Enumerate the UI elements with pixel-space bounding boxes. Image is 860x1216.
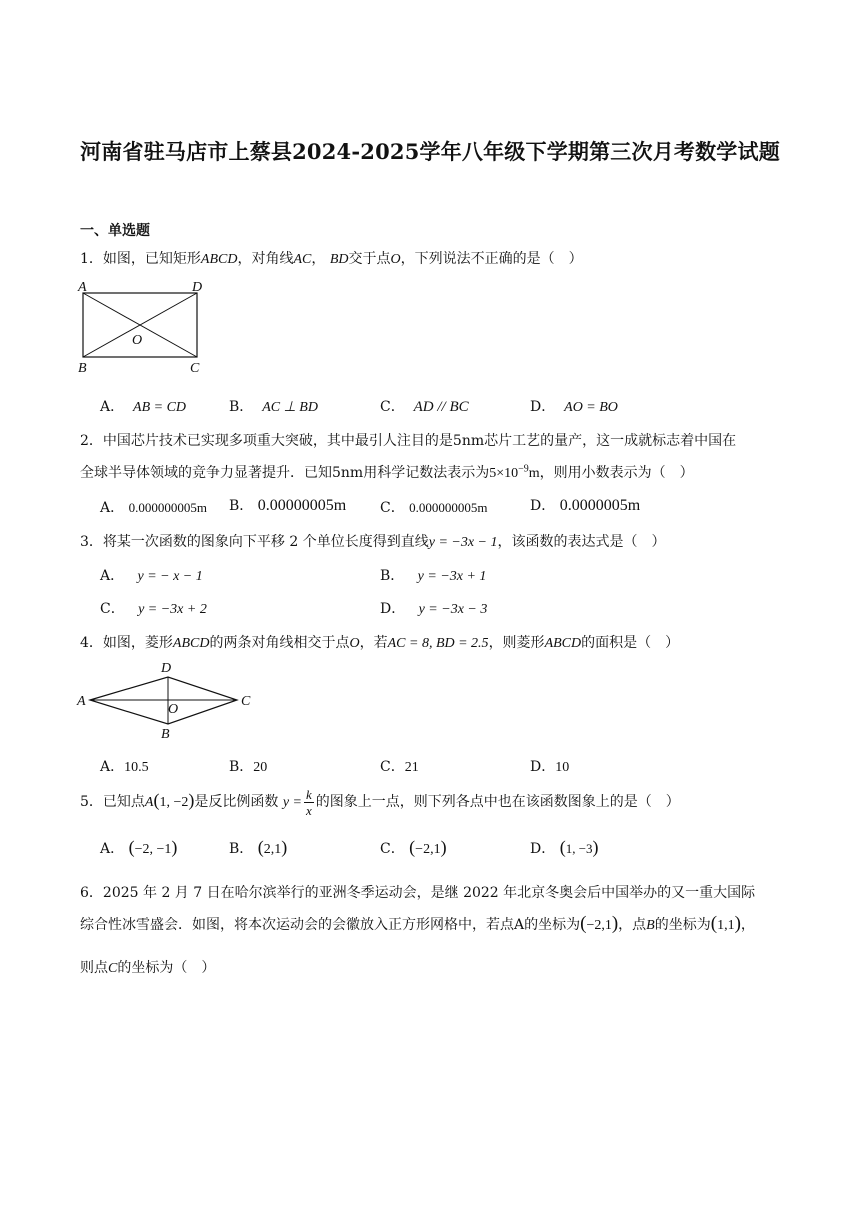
question-number: 2． [80, 433, 103, 449]
label-d: D [161, 661, 172, 676]
question-2-stem-line2: 全球半导体领域的竞争力显著提升．已知5nm用科学记数法表示为$5\times 10^{-9}m$，则用小数表示为（ ） [80, 463, 694, 481]
rhombus-figure [72, 656, 272, 742]
question-3-stem: 3．将某一次函数的图象向下平移 2 个单位长度得到直线y = −3x − 1，该函数的表达式是（ ） [80, 534, 666, 550]
q3-option-c[interactable]: C． y = −3x + 2 [100, 601, 207, 617]
question-1-stem: 1．如图，已知矩形ABCD，对角线AC， BD交于点O，下列说法不正确的是（ ） [80, 251, 583, 267]
label-o: O [132, 333, 143, 348]
label-a: A [78, 280, 87, 295]
page-title: 河南省驻马店市上蔡县2024-2025学年八年级下学期第三次月考数学试题 [80, 139, 780, 164]
q1-option-d[interactable]: D． AO = BO [530, 399, 618, 415]
fraction-k-over-x: $\frac{k}{x}$ [306, 786, 312, 818]
q3-option-b[interactable]: B． y = −3x + 1 [380, 568, 487, 584]
q1-option-a[interactable]: A． AB = CD [100, 399, 187, 415]
rectangle-figure [72, 278, 212, 378]
q5-option-c[interactable]: C． (−2,1) [380, 837, 447, 857]
q4-option-d[interactable]: D．10 [530, 759, 570, 775]
question-6-stem-line1: 6．2025 年 2 月 7 日在哈尔滨举行的亚洲冬季运动会，是继 2022 年北京冬奥会后中国举办的又一重大国际 [80, 885, 756, 901]
q2-option-b[interactable]: B． 0.00000005m [229, 497, 347, 514]
q3-option-a[interactable]: A． y = − x − 1 [100, 568, 203, 584]
q5-option-d[interactable]: D． (1, −3) [530, 837, 599, 857]
q1-option-c[interactable]: C． AD // BC [380, 399, 469, 415]
question-number: 6． [80, 885, 103, 901]
question-6-stem-line2: 综合性冰雪盛会．如图，将本次运动会的会徽放入正方形网格中，若点A的坐标为(−2,1)，点B的坐标为(1,1)， [80, 913, 755, 934]
q5-option-a[interactable]: A． (−2, −1) [100, 837, 178, 857]
q3-option-d[interactable]: D． y = −3x − 3 [380, 601, 488, 617]
question-2-stem-line1: 2．中国芯片技术已实现多项重大突破，其中最引人注目的是5nm芯片工艺的量产，这一成就标志着中国在 [80, 433, 737, 449]
label-d: D [192, 280, 203, 295]
label-o: O [168, 702, 179, 717]
label-b: B [78, 361, 87, 376]
label-b: B [161, 727, 170, 742]
q2-option-d[interactable]: D． 0.0000005m [530, 497, 641, 514]
question-number: 1． [80, 251, 103, 267]
question-5-stem: 5．已知点A(1, −2)是反比例函数 y = $\frac{k}{x}$ 的图象上一点，则下列各点中也在该函数图象上的是（ ） [80, 786, 680, 818]
q2-option-c[interactable]: C． 0.000000005m [380, 500, 488, 516]
question-6-stem-line3: 则点C的坐标为（ ） [80, 960, 216, 976]
q4-option-c[interactable]: C．21 [380, 759, 419, 775]
q2-option-a[interactable]: A． 0.000000005m [100, 500, 207, 516]
q5-option-b[interactable]: B． (2,1) [229, 837, 288, 857]
q4-option-b[interactable]: B．20 [229, 759, 268, 775]
section-heading: 一、单选题 [80, 223, 150, 239]
label-c: C [190, 361, 200, 376]
q1-option-b[interactable]: B． AC ⊥ BD [229, 399, 318, 415]
question-number: 5． [80, 794, 103, 810]
question-4-stem: 4．如图，菱形ABCD的两条对角线相交于点O，若AC = 8, BD = 2.5，则菱形ABCD的面积是（ ） [80, 635, 680, 651]
question-number: 4． [80, 635, 103, 651]
label-c: C [241, 694, 251, 709]
label-a: A [77, 694, 86, 709]
q4-option-a[interactable]: A．10.5 [100, 759, 149, 775]
question-number: 3． [80, 534, 103, 550]
